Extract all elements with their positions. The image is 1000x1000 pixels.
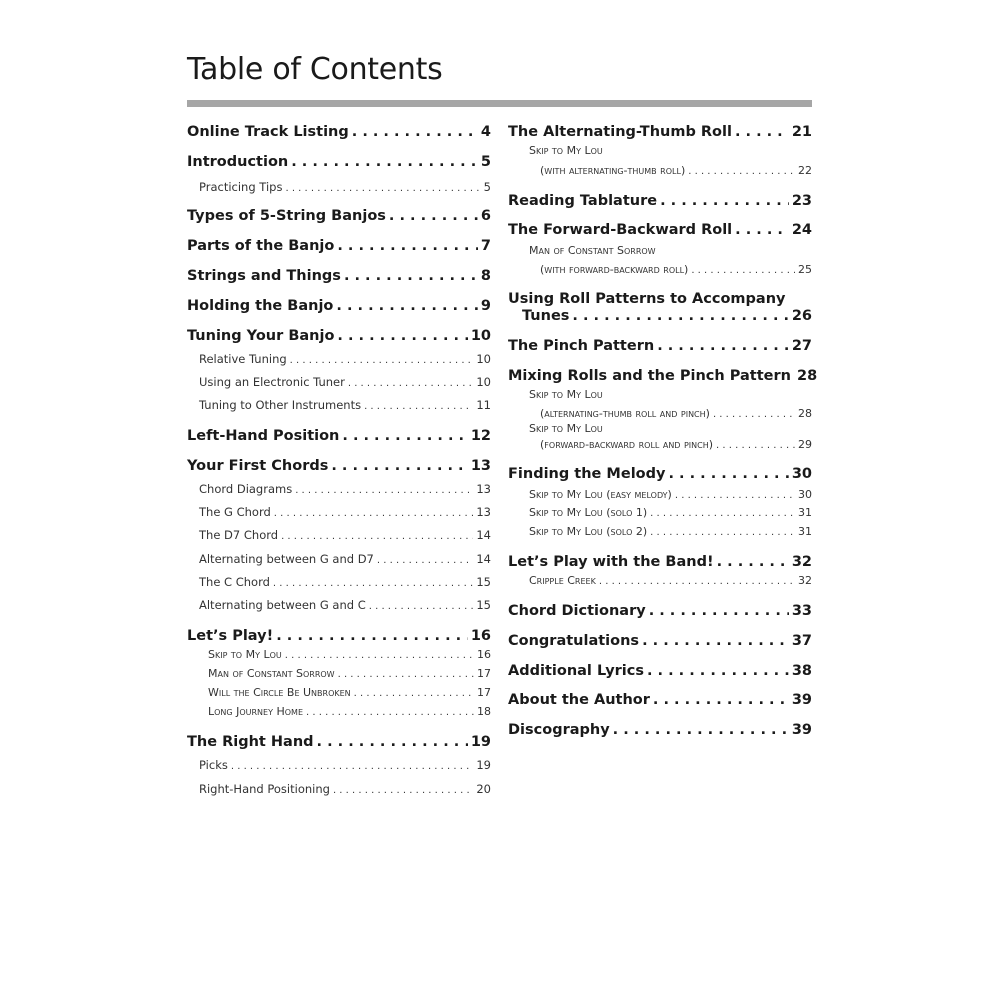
dot-leader: [675, 490, 795, 501]
dot-leader: [691, 265, 795, 276]
toc-page-number: 19: [476, 758, 491, 772]
toc-page-number: 23: [791, 193, 812, 209]
toc-entry-title: Tuning Your Banjo: [187, 328, 335, 344]
toc-entry[interactable]: [508, 506, 812, 519]
dot-leader: [599, 576, 795, 587]
toc-entry[interactable]: [187, 575, 491, 589]
toc-entry-title: Chord Dictionary: [508, 603, 646, 619]
toc-page-number: 21: [791, 124, 812, 140]
dot-leader: [337, 238, 478, 254]
dot-leader: [354, 688, 474, 699]
toc-entry-title: (forward-backward roll and pinch): [540, 438, 714, 451]
toc-entry[interactable]: [187, 628, 491, 644]
toc-entry-title: Skip to My Lou: [208, 648, 282, 661]
toc-entry[interactable]: [508, 603, 812, 619]
dot-leader: [735, 222, 789, 238]
toc-page-number: 18: [477, 705, 491, 718]
toc-entry-title: Skip to My Lou (solo 1): [529, 506, 648, 519]
toc-entry-title: Online Track Listing: [187, 124, 349, 140]
dot-leader: [660, 193, 789, 209]
toc-entry[interactable]: [508, 144, 812, 157]
toc-entry-title: Will the Circle Be Unbroken: [208, 686, 351, 699]
toc-entry-title: Cripple Creek: [529, 574, 596, 587]
toc-entry[interactable]: [508, 722, 812, 738]
toc-entry[interactable]: [508, 308, 812, 324]
toc-entry-title: Introduction: [187, 154, 289, 170]
toc-entry[interactable]: [187, 268, 491, 284]
toc-entry[interactable]: [508, 692, 812, 708]
dot-leader: [291, 154, 478, 170]
toc-entry[interactable]: [187, 734, 491, 750]
toc-page-number: 16: [470, 628, 491, 644]
toc-entry[interactable]: [508, 222, 812, 238]
toc-page-number: 5: [480, 154, 491, 170]
toc-page-number: 13: [476, 505, 491, 519]
toc-entry-title: Man of Constant Sorrow: [208, 667, 335, 680]
dot-leader: [273, 578, 473, 589]
toc-page-number: 10: [476, 375, 491, 389]
title-rule: [187, 100, 812, 107]
toc-entry[interactable]: [187, 238, 491, 254]
toc-entry-title: Additional Lyrics: [508, 663, 644, 679]
toc-entry-title: (with alternating-thumb roll): [540, 164, 686, 177]
toc-entry[interactable]: [187, 705, 491, 718]
toc-entry[interactable]: [187, 505, 491, 519]
toc-entry[interactable]: [508, 368, 818, 384]
toc-entry-title: Using an Electronic Tuner: [199, 375, 345, 389]
toc-entry[interactable]: [187, 124, 491, 140]
toc-entry-title: Skip to My Lou: [529, 144, 603, 157]
dot-leader: [649, 603, 789, 619]
toc-entry[interactable]: [508, 407, 812, 420]
toc-entry[interactable]: [187, 154, 491, 170]
dot-leader: [377, 555, 473, 566]
toc-entry[interactable]: [187, 398, 491, 412]
toc-entry[interactable]: [508, 244, 812, 257]
toc-page-number: 37: [791, 633, 812, 649]
toc-page-number: 13: [470, 458, 491, 474]
toc-entry-title: Picks: [199, 758, 228, 772]
dot-leader: [295, 485, 473, 496]
toc-entry[interactable]: [508, 124, 812, 140]
toc-entry-title: The G Chord: [199, 505, 271, 519]
toc-page-number: 25: [798, 263, 812, 276]
toc-entry-title: The Pinch Pattern: [508, 338, 655, 354]
toc-entry[interactable]: [187, 782, 491, 796]
toc-entry-title: Reading Tablature: [508, 193, 658, 209]
toc-entry-title: Long Journey Home: [208, 705, 304, 718]
page-title: Table of Contents: [187, 52, 443, 87]
toc-page-number: 6: [480, 208, 491, 224]
toc-page-number: 26: [791, 308, 812, 324]
toc-page-number: 39: [791, 692, 812, 708]
dot-leader: [338, 669, 474, 680]
toc-entry[interactable]: [508, 291, 812, 307]
dot-leader: [364, 401, 473, 412]
dot-leader: [336, 298, 478, 314]
toc-entry[interactable]: [508, 488, 812, 501]
toc-entry[interactable]: [508, 633, 812, 649]
dot-leader: [657, 338, 789, 354]
toc-entry[interactable]: [187, 598, 491, 612]
toc-entry-title: Skip to My Lou (solo 2): [529, 525, 648, 538]
toc-entry-title: Relative Tuning: [199, 352, 287, 366]
toc-page-number: 5: [483, 180, 491, 194]
dot-leader: [668, 466, 788, 482]
toc-entry[interactable]: [187, 180, 491, 194]
toc-entry-title: Skip to My Lou: [529, 422, 603, 435]
toc-page-number: 27: [791, 338, 812, 354]
toc-entry-title: Types of 5-String Banjos: [187, 208, 386, 224]
dot-leader: [716, 440, 795, 451]
toc-page-number: 16: [477, 648, 491, 661]
toc-page-number: 22: [798, 164, 812, 177]
toc-entry[interactable]: [508, 422, 812, 435]
toc-entry[interactable]: [187, 758, 491, 772]
toc-page-number: 11: [476, 398, 491, 412]
toc-entry[interactable]: [508, 466, 812, 482]
toc-page-number: 20: [476, 782, 491, 796]
dot-leader: [647, 663, 789, 679]
toc-entry[interactable]: [508, 525, 812, 538]
toc-page-number: 9: [480, 298, 491, 314]
toc-entry[interactable]: [187, 648, 491, 661]
dot-leader: [642, 633, 789, 649]
toc-entry[interactable]: [508, 388, 812, 401]
toc-page-number: 29: [798, 438, 812, 451]
toc-entry[interactable]: [187, 458, 491, 474]
dot-leader: [344, 268, 478, 284]
toc-page-number: 17: [477, 667, 491, 680]
toc-entry-title: Alternating between G and D7: [199, 552, 374, 566]
toc-page-number: 10: [470, 328, 491, 344]
dot-leader: [337, 328, 467, 344]
dot-leader: [285, 183, 480, 194]
toc-page-number: 30: [798, 488, 812, 501]
toc-entry[interactable]: [508, 574, 812, 587]
toc-entry-title: Practicing Tips: [199, 180, 283, 194]
toc-entry[interactable]: [508, 438, 812, 451]
toc-page-number: 8: [480, 268, 491, 284]
toc-entry-title: Tuning to Other Instruments: [199, 398, 362, 412]
toc-entry[interactable]: [187, 667, 491, 680]
toc-page-number: 13: [476, 482, 491, 496]
toc-entry[interactable]: [187, 686, 491, 699]
toc-entry-title: Let’s Play!: [187, 628, 274, 644]
toc-entry[interactable]: [187, 352, 491, 366]
dot-leader: [285, 650, 474, 661]
toc-entry-title: Alternating between G and C: [199, 598, 366, 612]
toc-entry[interactable]: [508, 554, 812, 570]
dot-leader: [274, 508, 474, 519]
toc-entry-title: Right-Hand Positioning: [199, 782, 330, 796]
toc-entry[interactable]: [187, 428, 491, 444]
toc-entry-title: (alternating-thumb roll and pinch): [540, 407, 710, 420]
toc-entry-title: Using Roll Patterns to Accompany: [508, 291, 786, 307]
toc-entry-title: About the Author: [508, 692, 650, 708]
toc-page-number: 31: [798, 506, 812, 519]
toc-page-number: 31: [798, 525, 812, 538]
toc-entry[interactable]: [508, 663, 812, 679]
toc-entry-title: Your First Chords: [187, 458, 329, 474]
toc-page-number: 12: [470, 428, 491, 444]
toc-page-number: 10: [476, 352, 491, 366]
toc-entry-title: The Forward-Backward Roll: [508, 222, 733, 238]
toc-entry[interactable]: [187, 328, 491, 344]
toc-entry[interactable]: [187, 482, 491, 496]
toc-entry[interactable]: [508, 164, 812, 177]
toc-entry-title: (with forward-backward roll): [540, 263, 689, 276]
toc-entry-title: Mixing Rolls and the Pinch Pattern: [508, 368, 791, 384]
dot-leader: [276, 628, 468, 644]
dot-leader: [352, 124, 478, 140]
toc-entry-title: The Alternating-Thumb Roll: [508, 124, 732, 140]
dot-leader: [572, 308, 788, 324]
toc-entry[interactable]: [508, 338, 812, 354]
toc-page-number: 17: [477, 686, 491, 699]
dot-leader: [306, 707, 474, 718]
toc-entry[interactable]: [508, 193, 812, 209]
toc-page-number: 14: [476, 552, 491, 566]
toc-entry[interactable]: [187, 375, 491, 389]
dot-leader: [735, 124, 789, 140]
toc-entry-title: Left-Hand Position: [187, 428, 340, 444]
dot-leader: [717, 554, 789, 570]
toc-entry-title: The Right Hand: [187, 734, 314, 750]
dot-leader: [231, 761, 474, 772]
toc-entry-title: Finding the Melody: [508, 466, 666, 482]
dot-leader: [688, 166, 795, 177]
toc-entry-title: The D7 Chord: [199, 528, 279, 542]
dot-leader: [713, 409, 795, 420]
dot-leader: [342, 428, 467, 444]
toc-page-number: 39: [791, 722, 812, 738]
toc-page-number: 15: [476, 598, 491, 612]
toc-page-number: 28: [796, 368, 818, 384]
toc-page-number: 32: [798, 574, 812, 587]
dot-leader: [650, 527, 795, 538]
dot-leader: [281, 531, 473, 542]
toc-entry[interactable]: [187, 298, 491, 314]
toc-entry-title: Skip to My Lou: [529, 388, 603, 401]
dot-leader: [290, 355, 474, 366]
toc-entry-title: Strings and Things: [187, 268, 341, 284]
toc-entry-title: Chord Diagrams: [199, 482, 293, 496]
toc-entry[interactable]: [187, 528, 491, 542]
toc-entry-title: Holding the Banjo: [187, 298, 334, 314]
dot-leader: [331, 458, 467, 474]
toc-page-number: 7: [480, 238, 491, 254]
toc-entry-title: Discography: [508, 722, 610, 738]
toc-page-number: 14: [476, 528, 491, 542]
dot-leader: [650, 508, 795, 519]
dot-leader: [653, 692, 789, 708]
toc-page-number: 38: [791, 663, 812, 679]
toc-entry-title: Skip to My Lou (easy melody): [529, 488, 672, 501]
dot-leader: [348, 378, 474, 389]
toc-page-number: 15: [476, 575, 491, 589]
toc-entry-title: The C Chord: [199, 575, 270, 589]
toc-entry[interactable]: [187, 552, 491, 566]
dot-leader: [389, 208, 478, 224]
toc-page-number: 33: [791, 603, 812, 619]
toc-page-number: 32: [791, 554, 812, 570]
toc-page-number: 4: [480, 124, 491, 140]
dot-leader: [333, 785, 473, 796]
toc-page-number: 30: [791, 466, 812, 482]
toc-entry-title: Parts of the Banjo: [187, 238, 335, 254]
toc-page-number: 19: [470, 734, 491, 750]
toc-entry-title: Tunes: [522, 308, 570, 324]
dot-leader: [369, 601, 474, 612]
dot-leader: [613, 722, 789, 738]
toc-entry[interactable]: [508, 263, 812, 276]
toc-entry-title: Congratulations: [508, 633, 640, 649]
toc-entry-title: Let’s Play with the Band!: [508, 554, 714, 570]
toc-entry[interactable]: [187, 208, 491, 224]
toc-page-number: 24: [791, 222, 812, 238]
toc-page-number: 28: [798, 407, 812, 420]
toc-entry-title: Man of Constant Sorrow: [529, 244, 656, 257]
dot-leader: [317, 734, 468, 750]
